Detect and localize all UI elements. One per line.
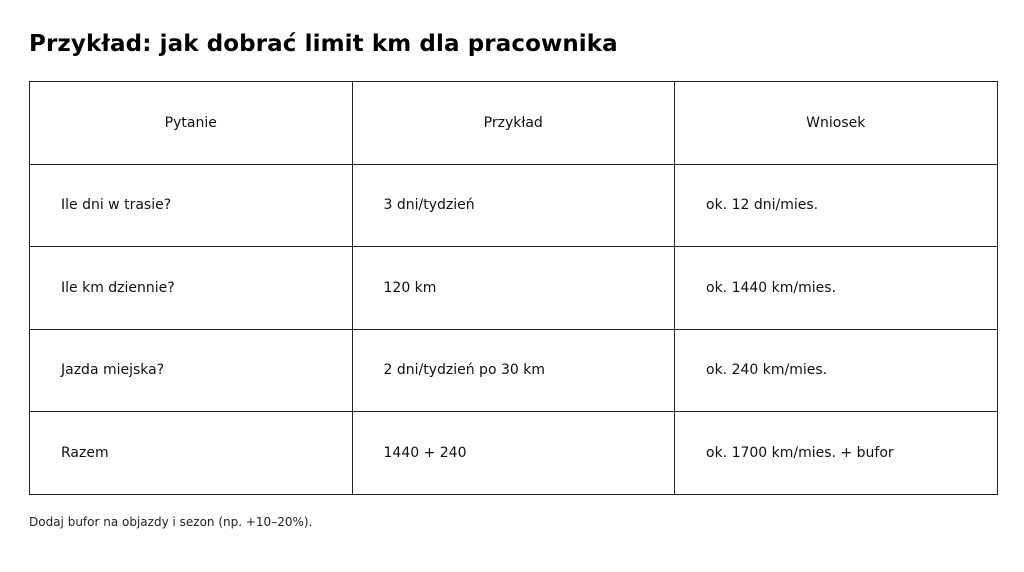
table-row <box>30 329 998 412</box>
cell-example: 2 dni/tydzień po 30 km <box>352 329 675 412</box>
cell-conclusion: ok. 240 km/mies. <box>675 329 998 412</box>
table-row-total <box>30 412 998 495</box>
table-header-row <box>30 82 998 165</box>
footnote: Dodaj bufor na objazdy i sezon (np. +10–20%). <box>29 515 313 529</box>
cell-example: 120 km <box>352 247 675 330</box>
table-row <box>30 164 998 247</box>
header-przyklad: Przykład <box>352 82 675 165</box>
header-wniosek: Wniosek <box>675 82 998 165</box>
cell-conclusion: ok. 1700 km/mies. + bufor <box>675 412 998 495</box>
cell-question: Jazda miejska? <box>30 329 353 412</box>
table-row <box>30 247 998 330</box>
cell-example: 3 dni/tydzień <box>352 164 675 247</box>
km-limit-table <box>29 81 998 495</box>
cell-conclusion: ok. 12 dni/mies. <box>675 164 998 247</box>
cell-question: Ile km dziennie? <box>30 247 353 330</box>
cell-question: Ile dni w trasie? <box>30 164 353 247</box>
cell-conclusion: ok. 1440 km/mies. <box>675 247 998 330</box>
page-title: Przykład: jak dobrać limit km dla pracownika <box>29 31 618 57</box>
header-pytanie: Pytanie <box>30 82 353 165</box>
cell-question: Razem <box>30 412 353 495</box>
cell-example: 1440 + 240 <box>352 412 675 495</box>
